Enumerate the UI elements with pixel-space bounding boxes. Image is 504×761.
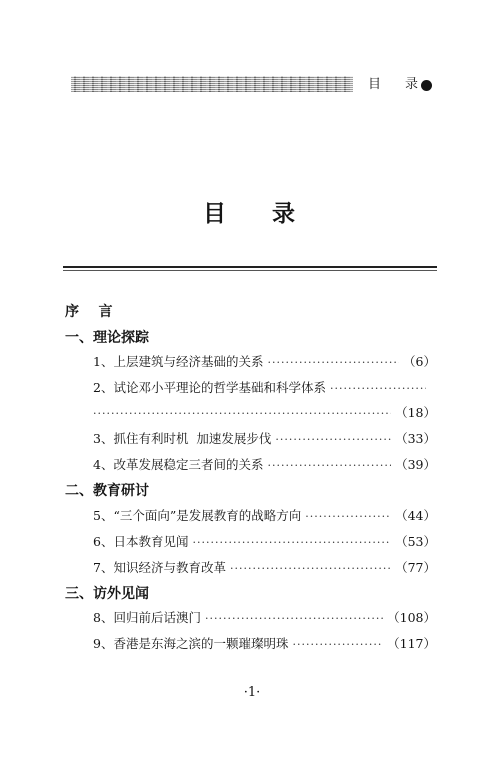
leader-dots	[93, 405, 391, 423]
toc-entry-page: （77）	[395, 560, 436, 575]
toc-entry-title: 6、日本教育见闻	[93, 534, 189, 549]
leader-dots	[330, 380, 426, 398]
toc-entry-page: （18）	[395, 405, 436, 420]
header-text-right: 录	[405, 77, 419, 92]
toc-entry-2-continuation[interactable]	[93, 404, 436, 422]
toc-entry-5[interactable]	[93, 507, 436, 525]
toc-entry-page: （108）	[387, 610, 436, 625]
title-rule-thin	[63, 270, 437, 271]
toc-entry-title: 9、香港是东海之滨的一颗璀璨明珠	[93, 636, 289, 651]
toc-entry-page: （44）	[395, 508, 436, 523]
toc-entry-page: （117）	[387, 636, 436, 651]
toc-entry-3[interactable]	[93, 430, 436, 448]
toc-entry-9[interactable]	[93, 635, 436, 653]
toc-entry-page: （6）	[403, 354, 436, 369]
header-bullet-icon	[421, 80, 432, 91]
toc-entry-title: 5、“三个面向”是发展教育的战略方向	[93, 508, 302, 523]
header-text-left: 目	[368, 77, 382, 92]
toc-entry-1[interactable]	[93, 353, 436, 371]
toc-entry-title: 4、改革发展稳定三者间的关系	[93, 457, 264, 472]
leader-dots	[305, 508, 391, 526]
toc-entry-page: （53）	[395, 534, 436, 549]
toc-entry-2[interactable]	[93, 379, 430, 397]
leader-dots	[205, 610, 383, 628]
toc-entry-title: 8、回归前后话澳门	[93, 610, 201, 625]
toc-section-2: 二、教育研讨	[65, 483, 149, 499]
toc-entry-7[interactable]	[93, 559, 436, 577]
toc-entry-title: 2、试论邓小平理论的哲学基础和科学体系	[93, 380, 326, 395]
toc-entry-4[interactable]	[93, 456, 436, 474]
leader-dots	[275, 431, 391, 449]
toc-entry-6[interactable]	[93, 533, 436, 551]
page-number: ·1·	[243, 685, 261, 700]
toc-entry-8[interactable]	[93, 609, 436, 627]
page-title-char-1: 目	[203, 201, 226, 227]
leader-dots	[230, 560, 391, 578]
leader-dots	[267, 457, 391, 475]
title-rule	[63, 266, 437, 268]
leader-dots	[192, 534, 391, 552]
toc-entry-title: 7、知识经济与教育改革	[93, 560, 226, 575]
leader-dots	[267, 354, 399, 372]
header-rule-band	[71, 76, 353, 92]
toc-entry-title: 3、抓住有利时机 加速发展步伐	[93, 431, 272, 446]
toc-section-1: 一、理论探踪	[65, 330, 149, 346]
toc-entry-title: 1、上层建筑与经济基础的关系	[93, 354, 264, 369]
toc-preface: 序 言	[65, 304, 113, 320]
toc-entry-page: （39）	[395, 457, 436, 472]
toc-entry-page: （33）	[395, 431, 436, 446]
leader-dots	[292, 636, 383, 654]
page-title-char-2: 录	[272, 201, 295, 227]
toc-section-3: 三、访外见闻	[65, 586, 149, 602]
